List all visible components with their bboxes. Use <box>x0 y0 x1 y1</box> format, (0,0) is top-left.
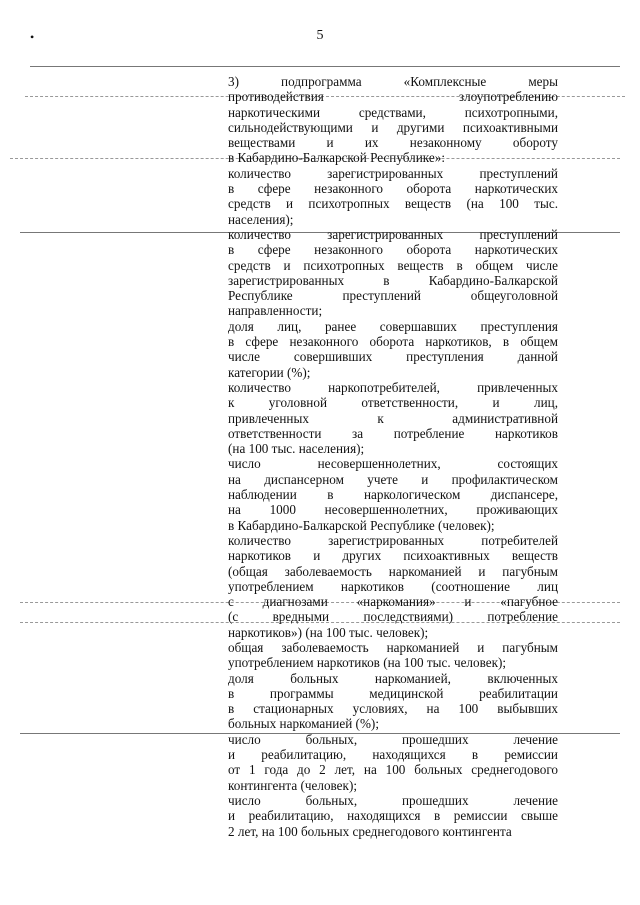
document-body <box>228 74 558 839</box>
text-line: число больных, прошедших лечение <box>228 731 558 747</box>
text-line: веществами и их незаконному обороту <box>228 135 558 151</box>
text-line: наркотиков») (на 100 тыс. человек); <box>228 624 429 640</box>
paragraph <box>228 793 558 839</box>
text-line: количество зарегистрированных потребителей <box>228 532 558 548</box>
text-line: 3) подпрограмма «Комплексные меры <box>228 74 558 89</box>
text-line: в стационарных условиях, на 100 выбывших <box>228 701 558 717</box>
scan-line <box>30 66 620 67</box>
text-line: в Кабардино-Балкарской Республике»: <box>228 150 445 166</box>
paragraph <box>228 671 558 732</box>
paragraph <box>228 227 558 319</box>
text-line: и реабилитацию, находящихся в ремиссии <box>228 747 558 763</box>
text-line: Республике преступлений общеуголовной <box>228 288 558 304</box>
text-line: к уголовной ответственности, и лиц, <box>228 395 558 411</box>
text-line: общая заболеваемость наркоманией и пагубным <box>228 639 558 655</box>
text-line: доля больных наркоманией, включенных <box>228 670 558 686</box>
text-line: больных наркоманией (%); <box>228 716 379 732</box>
text-line: ответственности за потребление наркотиков <box>228 425 558 441</box>
text-line: направленности; <box>228 303 323 319</box>
text-line: населения); <box>228 211 294 227</box>
paragraph <box>228 74 558 166</box>
text-line: в сфере незаконного оборота наркотических <box>228 242 558 258</box>
text-line: от 1 года до 2 лет, на 100 больных среднегодового <box>228 762 558 778</box>
text-line: (с вредными последствиями) потребление <box>228 609 558 625</box>
text-line: количество зарегистрированных преступлений <box>228 165 558 181</box>
text-line: число несовершеннолетних, состоящих <box>228 456 558 472</box>
text-line: наркотиков и других психоактивных веществ <box>228 548 558 564</box>
text-line: (на 100 тыс. населения); <box>228 441 365 457</box>
text-line: и реабилитацию, находящихся в ремиссии свыше <box>228 808 558 824</box>
text-line: в Кабардино-Балкарской Республике (человек); <box>228 517 495 533</box>
text-line: в программы медицинской реабилитации <box>228 685 558 701</box>
text-line: с диагнозами «наркомания» и «пагубное <box>228 594 558 610</box>
text-line: употреблением наркотиков (соотношение лиц <box>228 578 558 594</box>
text-line: наблюдении в наркологическом диспансере, <box>228 487 558 503</box>
text-line: средств и психотропных веществ в общем числе <box>228 257 558 273</box>
text-line: доля лиц, ранее совершавших преступления <box>228 318 558 334</box>
text-line: противодействия злоупотреблению <box>228 89 558 105</box>
text-line: контингента (человек); <box>228 777 358 793</box>
page-number: 5 <box>316 28 324 43</box>
paragraph <box>228 533 558 640</box>
text-line: 2 лет, на 100 больных среднегодового контингента <box>228 823 512 839</box>
text-line: в сфере незаконного оборота наркотических <box>228 181 558 197</box>
paragraph <box>228 319 558 380</box>
text-line: привлеченных к административной <box>228 410 558 426</box>
text-line: количество наркопотребителей, привлеченных <box>228 379 558 395</box>
text-line: числе совершивших преступления данной <box>228 349 558 365</box>
text-line: употреблением наркотиков (на 100 тыс. человек); <box>228 655 507 671</box>
text-line: (общая заболеваемость наркоманией и пагубным <box>228 563 558 579</box>
text-line: категории (%); <box>228 364 311 380</box>
paragraph <box>228 732 558 793</box>
paragraph <box>228 380 558 456</box>
paragraph <box>228 166 558 227</box>
text-line: средств и психотропных веществ (на 100 тыс. <box>228 196 558 212</box>
text-line: на диспансерном учете и профилактическом <box>228 471 558 487</box>
text-line: сильнодействующими и другими психоактивными <box>228 119 558 135</box>
text-line: на 1000 несовершеннолетних, проживающих <box>228 502 558 518</box>
text-line: зарегистрированных в Кабардино-Балкарской <box>228 272 558 288</box>
paragraph <box>228 640 558 671</box>
text-line: в сфере незаконного оборота наркотиков, в общем <box>228 334 558 350</box>
text-line: число больных, прошедших лечение <box>228 792 558 808</box>
scan-mark: • <box>30 30 35 44</box>
text-line: количество зарегистрированных преступлений <box>228 226 558 242</box>
text-line: наркотическими средствами, психотропными, <box>228 104 558 120</box>
paragraph <box>228 456 558 532</box>
